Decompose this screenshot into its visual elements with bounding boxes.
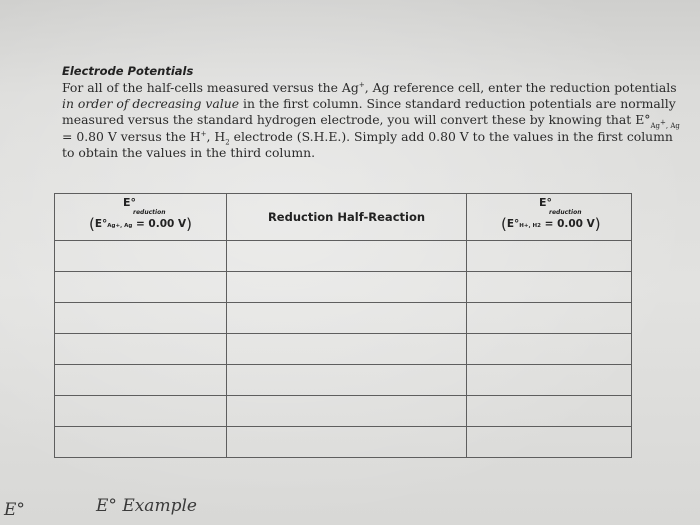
potentials-table	[54, 193, 632, 458]
cell-half-reaction[interactable]	[227, 427, 467, 458]
cell-ag-potential[interactable]	[55, 241, 227, 272]
cell-she-potential[interactable]	[467, 365, 632, 396]
cell-half-reaction[interactable]	[227, 365, 467, 396]
instructions-paragraph	[62, 80, 680, 161]
e-subscript: reduction	[133, 209, 166, 216]
table-body	[55, 241, 632, 458]
header-half-reaction: Reduction Half-Reaction	[227, 194, 467, 241]
cell-half-reaction[interactable]	[227, 334, 467, 365]
ag-reference-value: (E°Ag+, Ag = 0.00 V)	[89, 215, 192, 233]
cell-half-reaction[interactable]	[227, 303, 467, 334]
table-row	[55, 241, 632, 272]
table-row	[55, 427, 632, 458]
section-title: Electrode Potentials	[62, 64, 194, 78]
instructions-line-4: = 0.80 V versus the H+, $H_2$ electrode (S.H.E.). Simply add 0.80 V to the values in the first column	[62, 128, 673, 147]
cell-ag-potential[interactable]	[55, 427, 227, 458]
header-ag-reference	[55, 194, 227, 241]
cell-ag-potential[interactable]	[55, 396, 227, 427]
table-header-row	[55, 194, 632, 241]
cell-ag-potential[interactable]	[55, 272, 227, 303]
cell-ag-potential[interactable]	[55, 365, 227, 396]
she-reference-value: (E°H+, H2 = 0.00 V)	[501, 215, 601, 233]
handwritten-note-right: E° Example	[96, 496, 197, 516]
table-row	[55, 334, 632, 365]
instructions-line-2: in order of decreasing value in the first column. Since standard reduction potentials are normally	[62, 96, 676, 112]
table-row	[55, 272, 632, 303]
instructions-line-3: measured versus the standard hydrogen electrode, you will convert these by knowing that $E^\circ_{Ag^+, Ag}$	[62, 112, 680, 130]
e-symbol: E°	[539, 196, 553, 209]
table-row	[55, 396, 632, 427]
cell-half-reaction[interactable]	[227, 272, 467, 303]
cell-she-potential[interactable]	[467, 396, 632, 427]
cell-ag-potential[interactable]	[55, 303, 227, 334]
cell-she-potential[interactable]	[467, 334, 632, 365]
e-subscript: reduction	[549, 209, 582, 216]
table-row	[55, 365, 632, 396]
cell-she-potential[interactable]	[467, 427, 632, 458]
cell-she-potential[interactable]	[467, 303, 632, 334]
instructions-line-5: to obtain the values in the third column.	[62, 144, 316, 160]
table-row	[55, 303, 632, 334]
cell-half-reaction[interactable]	[227, 396, 467, 427]
cell-she-potential[interactable]	[467, 241, 632, 272]
cell-half-reaction[interactable]	[227, 241, 467, 272]
instructions-line-1: For all of the half-cells measured versus the Ag+, Ag reference cell, enter the reduction potentials	[62, 80, 677, 95]
header-she-reference	[467, 194, 632, 241]
handwritten-note-left: E°	[4, 500, 25, 520]
e-symbol: E°	[123, 196, 137, 209]
cell-she-potential[interactable]	[467, 272, 632, 303]
cell-ag-potential[interactable]	[55, 334, 227, 365]
